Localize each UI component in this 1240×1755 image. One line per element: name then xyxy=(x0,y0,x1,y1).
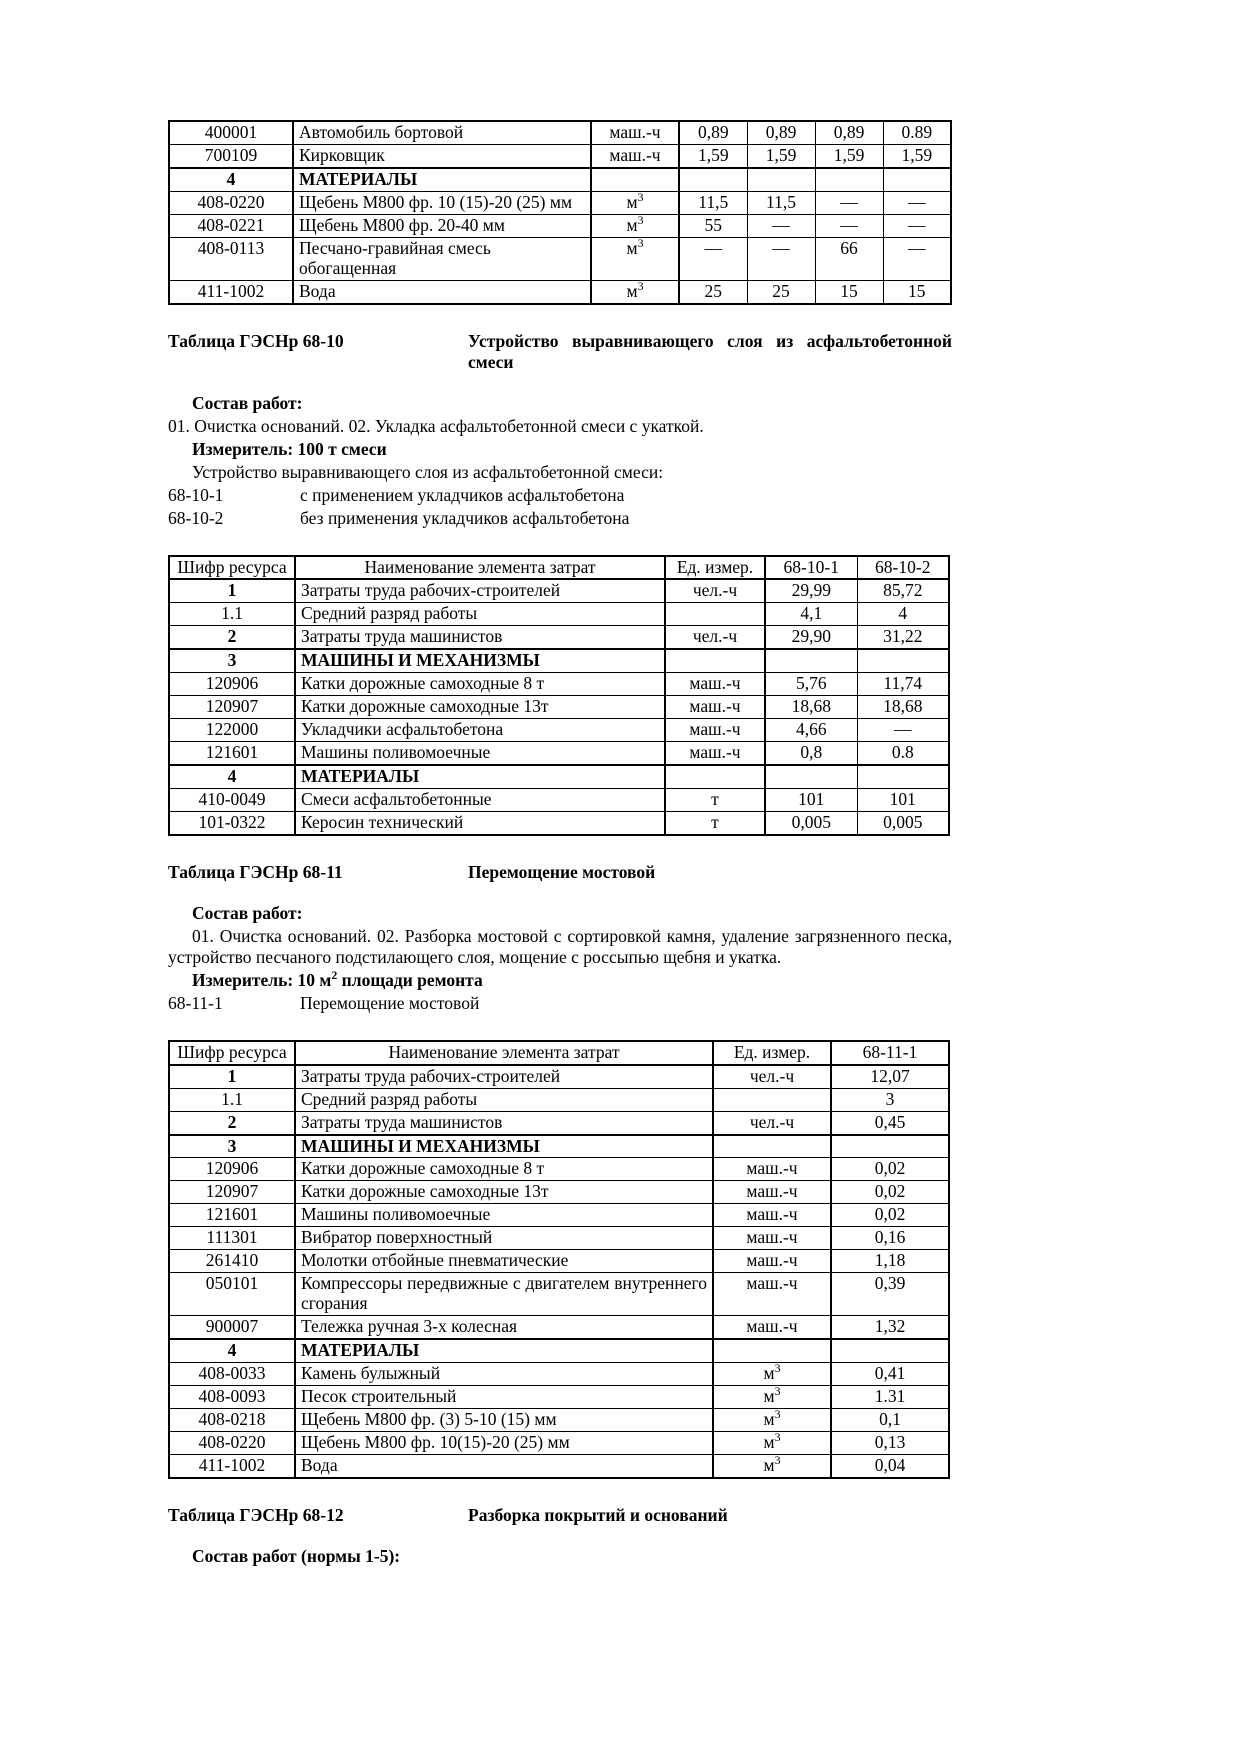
table-row xyxy=(169,1250,949,1273)
column-header-name: Наименование элемента затрат xyxy=(295,1041,713,1065)
resource-code: 120906 xyxy=(169,673,295,696)
table-row xyxy=(169,742,949,765)
value-cell: 1,59 xyxy=(815,144,883,167)
table-row xyxy=(169,1431,949,1454)
table-row xyxy=(169,696,949,719)
variant-code: 68-10-2 xyxy=(168,507,224,528)
value-cell: — xyxy=(679,237,747,280)
value-cell: 25 xyxy=(679,280,747,303)
variant-text: Перемощение мостовой xyxy=(300,992,480,1013)
table-header-row xyxy=(169,1041,949,1065)
unit-cell xyxy=(713,1088,831,1111)
table-row xyxy=(169,1111,949,1134)
value-cell: 0.89 xyxy=(883,121,951,144)
resource-code: 408-0113 xyxy=(169,237,293,280)
izmeritel-post: площади ремонта xyxy=(337,969,483,990)
resource-code: 111301 xyxy=(169,1227,295,1250)
value-cell xyxy=(831,1135,949,1158)
table-row xyxy=(169,1454,949,1477)
unit-cell xyxy=(665,603,765,626)
sostav-label: Состав работ (нормы 1-5): xyxy=(192,1545,401,1566)
resource-code: 408-0221 xyxy=(169,214,293,237)
value-cell xyxy=(765,765,857,788)
value-cell: 0,02 xyxy=(831,1181,949,1204)
unit-cell: маш.-ч xyxy=(713,1158,831,1181)
value-cell xyxy=(883,168,951,191)
value-cell xyxy=(747,168,815,191)
table-continuation-68-09 xyxy=(168,120,952,305)
column-header-code: Шифр ресурса xyxy=(169,556,295,580)
table-row xyxy=(169,121,951,144)
table-header-row xyxy=(169,556,949,580)
variant-code: 68-10-1 xyxy=(168,484,224,505)
value-cell: 1,59 xyxy=(747,144,815,167)
value-cell: 0,02 xyxy=(831,1158,949,1181)
table-row xyxy=(169,1227,949,1250)
table-row xyxy=(169,719,949,742)
table-group-row xyxy=(169,765,949,788)
unit-cell xyxy=(713,1135,831,1158)
unit-cell xyxy=(665,765,765,788)
value-cell: 11,74 xyxy=(857,673,949,696)
table-label: Таблица ГЭСНр 68-10 xyxy=(168,330,344,351)
resource-name: Машины поливомоечные xyxy=(295,742,665,765)
table-row xyxy=(169,788,949,811)
resource-code: 261410 xyxy=(169,1250,295,1273)
table-row xyxy=(169,603,949,626)
value-cell: — xyxy=(857,719,949,742)
unit-cell: $м^3$ xyxy=(591,214,679,237)
resource-name: Вода xyxy=(293,280,591,303)
value-cell: 101 xyxy=(857,788,949,811)
column-header-68-10-1: 68-10-1 xyxy=(765,556,857,580)
resource-name: Щебень М800 фр. 20-40 мм xyxy=(293,214,591,237)
column-header-unit: Ед. измер. xyxy=(713,1041,831,1065)
group-label: МАТЕРИАЛЫ xyxy=(293,168,591,191)
value-cell: — xyxy=(747,214,815,237)
izmeritel-68-11 xyxy=(168,967,952,991)
unit-cell: $м^3$ xyxy=(713,1408,831,1431)
value-cell: 1.31 xyxy=(831,1385,949,1408)
resource-name: Камень булыжный xyxy=(295,1362,713,1385)
lead-in-68-10: Устройство выравнивающего слоя из асфальтобетонной смеси: xyxy=(192,461,664,482)
table-caption: Устройство выравнивающего слоя из асфальтобетонной смеси xyxy=(468,330,952,372)
value-cell xyxy=(831,1339,949,1362)
table-row xyxy=(169,1316,949,1339)
value-cell: 4 xyxy=(857,603,949,626)
resource-name: Тележка ручная 3-х колесная xyxy=(295,1316,713,1339)
unit-cell: $м^3$ xyxy=(713,1454,831,1477)
resource-code: 121601 xyxy=(169,1204,295,1227)
sostav-label: Состав работ: xyxy=(192,392,303,413)
resource-code: 408-0220 xyxy=(169,191,293,214)
resource-name: Щебень М800 фр. 10 (15)-20 (25) мм xyxy=(293,191,591,214)
resource-code: 400001 xyxy=(169,121,293,144)
izmeritel-sup: 2 xyxy=(331,967,338,982)
resource-name: Щебень М800 фр. 10(15)-20 (25) мм xyxy=(295,1431,713,1454)
value-cell: 25 xyxy=(747,280,815,303)
value-cell xyxy=(857,765,949,788)
resource-name: Катки дорожные самоходные 13т xyxy=(295,1181,713,1204)
unit-cell: т xyxy=(665,788,765,811)
value-cell: 0,16 xyxy=(831,1227,949,1250)
value-cell xyxy=(765,649,857,672)
unit-cell: чел.-ч xyxy=(713,1111,831,1134)
value-cell: 12,07 xyxy=(831,1065,949,1088)
sostav-block-68-10 xyxy=(168,393,952,414)
column-header-68-11-1: 68-11-1 xyxy=(831,1041,949,1065)
value-cell: 0,04 xyxy=(831,1454,949,1477)
unit-cell: маш.-ч xyxy=(713,1250,831,1273)
value-cell: 0,13 xyxy=(831,1431,949,1454)
resource-name: Вибратор поверхностный xyxy=(295,1227,713,1250)
table-row xyxy=(169,579,949,602)
value-cell xyxy=(679,168,747,191)
resource-name: Автомобиль бортовой xyxy=(293,121,591,144)
value-cell: 0,02 xyxy=(831,1204,949,1227)
value-cell: 15 xyxy=(883,280,951,303)
unit-cell: $м^3$ xyxy=(591,237,679,280)
resource-name: Катки дорожные самоходные 8 т xyxy=(295,673,665,696)
resource-code: 411-1002 xyxy=(169,1454,295,1477)
table-row xyxy=(169,1065,949,1088)
resource-code: 120907 xyxy=(169,696,295,719)
variant-row xyxy=(168,485,952,506)
value-cell: 0,41 xyxy=(831,1362,949,1385)
table-row xyxy=(169,237,951,280)
resource-code: 050101 xyxy=(169,1273,295,1316)
table-group-row xyxy=(169,168,951,191)
value-cell: — xyxy=(815,191,883,214)
unit-cell: чел.-ч xyxy=(713,1065,831,1088)
value-cell: 15 xyxy=(815,280,883,303)
unit-cell: $м^3$ xyxy=(591,280,679,303)
resource-code: 2 xyxy=(169,626,295,649)
unit-cell: маш.-ч xyxy=(665,719,765,742)
table-row xyxy=(169,1158,949,1181)
resource-code: 120907 xyxy=(169,1181,295,1204)
value-cell: 66 xyxy=(815,237,883,280)
resource-code: 120906 xyxy=(169,1158,295,1181)
resource-name: Затраты труда рабочих-строителей xyxy=(295,579,665,602)
column-header-unit: Ед. измер. xyxy=(665,556,765,580)
resource-code: 1 xyxy=(169,1065,295,1088)
table-row xyxy=(169,214,951,237)
table-row xyxy=(169,1408,949,1431)
value-cell: 0,39 xyxy=(831,1273,949,1316)
value-cell: — xyxy=(883,214,951,237)
resource-name: Затраты труда машинистов xyxy=(295,626,665,649)
unit-cell: маш.-ч xyxy=(665,696,765,719)
resource-code: 4 xyxy=(169,765,295,788)
table-row xyxy=(169,673,949,696)
table-row xyxy=(169,191,951,214)
value-cell: 85,72 xyxy=(857,579,949,602)
table-caption: Перемощение мостовой xyxy=(468,861,656,882)
value-cell: 55 xyxy=(679,214,747,237)
unit-cell: маш.-ч xyxy=(591,144,679,167)
group-label: МАТЕРИАЛЫ xyxy=(295,1339,713,1362)
unit-cell: $м^3$ xyxy=(713,1385,831,1408)
izmeritel-68-10: Измеритель: 100 т смеси xyxy=(192,438,387,459)
value-cell: 101 xyxy=(765,788,857,811)
value-cell: 5,76 xyxy=(765,673,857,696)
table-row xyxy=(169,1362,949,1385)
value-cell: 0,005 xyxy=(857,811,949,834)
value-cell: — xyxy=(747,237,815,280)
variant-text: без применения укладчиков асфальтобетона xyxy=(300,507,630,528)
value-cell: 1,59 xyxy=(883,144,951,167)
unit-cell: чел.-ч xyxy=(665,579,765,602)
resource-code: 121601 xyxy=(169,742,295,765)
unit-cell: $м^3$ xyxy=(713,1431,831,1454)
table-caption: Разборка покрытий и оснований xyxy=(468,1504,728,1525)
value-cell: 11,5 xyxy=(679,191,747,214)
unit-cell: маш.-ч xyxy=(713,1316,831,1339)
value-cell xyxy=(857,649,949,672)
value-cell: 4,66 xyxy=(765,719,857,742)
variant-row xyxy=(168,993,952,1014)
resource-name: Керосин технический xyxy=(295,811,665,834)
group-label: МАТЕРИАЛЫ xyxy=(295,765,665,788)
table-row xyxy=(169,811,949,834)
table-group-row xyxy=(169,649,949,672)
unit-cell: $м^3$ xyxy=(591,191,679,214)
resource-name: Песчано-гравийная смесь обогащенная xyxy=(293,237,591,280)
resource-name: Затраты труда рабочих-строителей xyxy=(295,1065,713,1088)
table-group-row xyxy=(169,1339,949,1362)
value-cell: 0,89 xyxy=(747,121,815,144)
variant-text: с применением укладчиков асфальтобетона xyxy=(300,484,625,505)
resource-name: Молотки отбойные пневматические xyxy=(295,1250,713,1273)
value-cell: 4,1 xyxy=(765,603,857,626)
sostav-text-68-10: 01. Очистка оснований. 02. Укладка асфальтобетонной смеси с укаткой. xyxy=(168,415,704,436)
unit-cell: маш.-ч xyxy=(665,673,765,696)
value-cell: 18,68 xyxy=(765,696,857,719)
value-cell: 0,45 xyxy=(831,1111,949,1134)
value-cell: 0,89 xyxy=(679,121,747,144)
resource-name: Средний разряд работы xyxy=(295,603,665,626)
table-title-68-10 xyxy=(168,331,952,373)
unit-cell xyxy=(665,649,765,672)
column-header-68-10-2: 68-10-2 xyxy=(857,556,949,580)
unit-cell: маш.-ч xyxy=(713,1181,831,1204)
value-cell: 1,59 xyxy=(679,144,747,167)
group-label: МАШИНЫ И МЕХАНИЗМЫ xyxy=(295,1135,713,1158)
resource-code: 3 xyxy=(169,1135,295,1158)
resource-name: Кирковщик xyxy=(293,144,591,167)
resource-code: 1.1 xyxy=(169,1088,295,1111)
resource-code: 408-0220 xyxy=(169,1431,295,1454)
unit-cell: маш.-ч xyxy=(713,1227,831,1250)
table-row xyxy=(169,1088,949,1111)
resource-name: Компрессоры передвижные с двигателем внутреннего сгорания xyxy=(295,1273,713,1316)
sostav-block-68-12 xyxy=(168,1546,952,1567)
resource-code: 122000 xyxy=(169,719,295,742)
table-label: Таблица ГЭСНр 68-11 xyxy=(168,861,343,882)
table-label: Таблица ГЭСНр 68-12 xyxy=(168,1504,344,1525)
value-cell: 18,68 xyxy=(857,696,949,719)
variant-code: 68-11-1 xyxy=(168,992,223,1013)
value-cell: 3 xyxy=(831,1088,949,1111)
resource-name: Средний разряд работы xyxy=(295,1088,713,1111)
table-group-row xyxy=(169,1135,949,1158)
unit-cell: т xyxy=(665,811,765,834)
resource-code: 4 xyxy=(169,1339,295,1362)
variant-row xyxy=(168,508,952,529)
table-row xyxy=(169,1385,949,1408)
resource-name: Машины поливомоечные xyxy=(295,1204,713,1227)
resource-code: 4 xyxy=(169,168,293,191)
value-cell: 0,1 xyxy=(831,1408,949,1431)
value-cell: 0.8 xyxy=(857,742,949,765)
value-cell: 1,32 xyxy=(831,1316,949,1339)
value-cell: 0,8 xyxy=(765,742,857,765)
resource-name: Смеси асфальтобетонные xyxy=(295,788,665,811)
resource-code: 700109 xyxy=(169,144,293,167)
resource-code: 408-0218 xyxy=(169,1408,295,1431)
unit-cell xyxy=(591,168,679,191)
value-cell: — xyxy=(883,237,951,280)
unit-cell: $м^3$ xyxy=(713,1362,831,1385)
resource-name: Щебень М800 фр. (3) 5-10 (15) мм xyxy=(295,1408,713,1431)
table-title-68-11 xyxy=(168,862,952,883)
table-row xyxy=(169,144,951,167)
resource-name: Катки дорожные самоходные 13т xyxy=(295,696,665,719)
value-cell: 31,22 xyxy=(857,626,949,649)
unit-cell: маш.-ч xyxy=(713,1273,831,1316)
document-content xyxy=(168,120,952,1567)
value-cell: 0,005 xyxy=(765,811,857,834)
resource-code: 900007 xyxy=(169,1316,295,1339)
value-cell: 29,90 xyxy=(765,626,857,649)
table-row xyxy=(169,626,949,649)
sostav-block-68-11 xyxy=(168,903,952,924)
resource-code: 2 xyxy=(169,1111,295,1134)
resource-code: 411-1002 xyxy=(169,280,293,303)
value-cell xyxy=(815,168,883,191)
value-cell: — xyxy=(883,191,951,214)
resource-name: Катки дорожные самоходные 8 т xyxy=(295,1158,713,1181)
column-header-name: Наименование элемента затрат xyxy=(295,556,665,580)
column-header-code: Шифр ресурса xyxy=(169,1041,295,1065)
table-title-68-12 xyxy=(168,1505,952,1526)
resource-code: 101-0322 xyxy=(169,811,295,834)
resource-name: Укладчики асфальтобетона xyxy=(295,719,665,742)
sostav-text-68-11: 01. Очистка оснований. 02. Разборка мостовой с сортировкой камня, удаление загрязненного песка, устройство песчаного подстилающего слоя, мощение с россыпью щебня и укатка. xyxy=(168,925,952,967)
table-row xyxy=(169,1204,949,1227)
value-cell: 29,99 xyxy=(765,579,857,602)
value-cell: 0,89 xyxy=(815,121,883,144)
resource-code: 1 xyxy=(169,579,295,602)
table-row xyxy=(169,280,951,303)
table-row xyxy=(169,1273,949,1316)
resource-code: 408-0033 xyxy=(169,1362,295,1385)
value-cell: 11,5 xyxy=(747,191,815,214)
resource-code: 410-0049 xyxy=(169,788,295,811)
resource-code: 1.1 xyxy=(169,603,295,626)
izmeritel-pre: Измеритель: 10 м xyxy=(192,969,332,990)
unit-cell xyxy=(713,1339,831,1362)
unit-cell: маш.-ч xyxy=(665,742,765,765)
resource-code: 408-0093 xyxy=(169,1385,295,1408)
unit-cell: маш.-ч xyxy=(713,1204,831,1227)
value-cell: — xyxy=(815,214,883,237)
group-label: МАШИНЫ И МЕХАНИЗМЫ xyxy=(295,649,665,672)
resource-name: Песок строительный xyxy=(295,1385,713,1408)
unit-cell: маш.-ч xyxy=(591,121,679,144)
unit-cell: чел.-ч xyxy=(665,626,765,649)
resource-name: Вода xyxy=(295,1454,713,1477)
table-68-11 xyxy=(168,1040,950,1479)
value-cell: 1,18 xyxy=(831,1250,949,1273)
table-68-10 xyxy=(168,555,950,836)
resource-code: 3 xyxy=(169,649,295,672)
resource-name: Затраты труда машинистов xyxy=(295,1111,713,1134)
sostav-label: Состав работ: xyxy=(192,902,303,923)
table-row xyxy=(169,1181,949,1204)
